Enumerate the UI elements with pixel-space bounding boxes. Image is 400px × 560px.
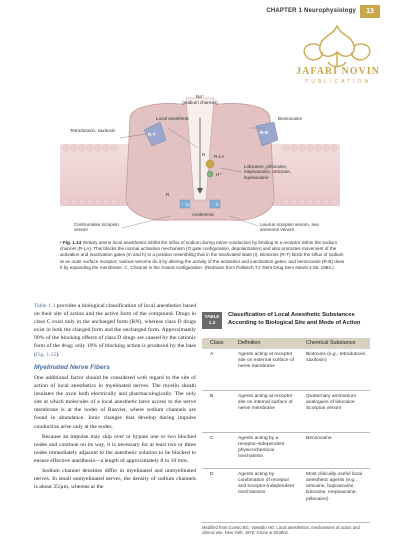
rla-label: R-LA [214, 154, 225, 159]
row-substance: Quaternary ammonium analogues of lidocaine Scorpion venom [306, 394, 357, 412]
body-column [34, 302, 196, 493]
row-class: C [210, 436, 214, 441]
rt-label: R-T [148, 132, 156, 137]
table-title: Classification of Local Anesthetic Substances According to Biological Site and Mode of Action [228, 312, 361, 326]
publisher-subtitle: PUBLICATION [305, 79, 371, 85]
caption-text: Tertiary amine local anesthetics inhibit the influx of sodium during nerve conduction by binding to a receptor within the sodium channel (R-LA). This blocks the normal activation mechanism (O gate configuration, depolarization) and also promotes movement of the activation and inactivation gates (m and h) to a position resembling that in the inactivated state (I). Biotoxins (R-T) block the influx of sodium at an outer surface receptor; various venoms do it by altering the activity of the activation and inactivation gates; and benzocaine (R-B) does it by expanding the membrane. C, Channel in the closed configuration. (Redrawn from Pallasch TJ: Dent Drug Serv Newsl 4:25, 1983.) [60, 240, 345, 270]
na-label: Na⁺ [195, 94, 205, 99]
row-definition: Agents acting at receptor site on internal surface of nerve membrane [238, 394, 293, 412]
figure-caption [60, 240, 345, 271]
sodium-channel-label: (sodium channel) [182, 100, 218, 105]
local-anesthetic-molecule [206, 160, 214, 168]
paragraph-1-text-b: ). [56, 351, 60, 358]
paragraph-3: Because an impulse may skip over or bypass one or two blocked nodes and continue on its way, it is necessary for at least two or three nodes immediately adjacent to the anesthetic solution to be blocked to ensure effective anesthesia—a length of approximately 8 to 10 mm. [34, 433, 196, 464]
row-definition: Agents acting by combination of receptor and receptor-independent mechanisms [238, 472, 295, 496]
page-number: 13 [360, 5, 380, 18]
h-label: h [216, 202, 219, 207]
table-footnote: Modified from Covino BG, Vassallo HG: Local anesthetics: mechanisms of action and clinical use, New York, 1976, Grune & Stratton. [202, 525, 360, 536]
benzocaine-label: Benzocaine [278, 116, 303, 121]
paragraph-1-text-a: provides a biological classification of local anesthetics based on their site of action and the active form of the compound. Drugs in class C exist only in the uncharged form (RN), whereas class D drugs exist in both the charged form and the uncharged form. Approximately 90% of the blocking effects of class D drugs are caused by the cationic form of the drug; only 10% of blocking action is produced by the base ( [34, 303, 196, 358]
paragraph-4: Sodium channel densities differ in myelinated and unmyelinated nerves. In small unmyelinated nerves, the density of sodium channels is about 35/μm, whereas at the [34, 468, 196, 491]
table-header-row [202, 338, 370, 349]
h-plus-label: H⁺ [216, 172, 222, 177]
sodium-channel-figure [60, 88, 340, 238]
drug-list-label: Lidocaine, prilocaine, mepivacaine, articaine, bupivacaine [244, 164, 291, 180]
table-row [202, 433, 370, 469]
table-row [202, 349, 370, 391]
chapter-header: CHAPTER 1 Neurophysiology [266, 8, 356, 14]
caption-label: • Fig. 1.14 [60, 240, 82, 245]
header-chemical-substance: Chemical Substance [306, 340, 356, 346]
row-substance: Biotoxins (e.g., tetrodotoxin, saxitoxin) [306, 352, 367, 364]
row-definition: Agents acting at receptor site on external surface of nerve membrane [238, 352, 295, 370]
table-reference-link[interactable]: Table 1.3 [34, 303, 56, 309]
rb-label: R-B [260, 130, 269, 135]
row-substance: Most clinically useful local anesthetic agents (e.g., articaine, bupivacaine, lidocaine, mepivacaine, prilocaine) [306, 472, 362, 502]
header-class: Class [210, 340, 224, 346]
centruroides-label: Centruroides scorpion venom [74, 222, 119, 233]
table-row [202, 469, 370, 523]
axolemma-label: Axolemma [192, 212, 214, 217]
local-anesthetic-label: Local anesthetic [156, 116, 190, 121]
row-class: A [210, 352, 214, 357]
figure-reference-link[interactable]: Fig. 1.15 [35, 351, 57, 358]
m-label: m [186, 202, 190, 207]
publisher-name: JAFARI NOVIN [296, 66, 380, 77]
r-label: R [166, 192, 170, 197]
section-heading: Myelinated Nerve Fibers [34, 363, 110, 371]
row-definition: Agents acting by a receptor-independent physicochemical mechanism [238, 436, 285, 460]
row-class: B [210, 394, 214, 399]
publisher-logo-ornament [292, 22, 382, 70]
header-definition: Definition [238, 340, 261, 346]
row-class: D [210, 472, 214, 477]
n-label: N [202, 152, 206, 157]
table-badge: TABLE 1.3 [202, 312, 222, 329]
row-substance: Benzocaine [306, 436, 332, 441]
ttx-label: Tetrodotoxin, saxitoxin [70, 128, 116, 133]
table-row [202, 391, 370, 433]
receptor-site-marker [207, 171, 213, 177]
leiurus-label: Leiurus scorpion venom, sea anemone venom [260, 222, 319, 233]
paragraph-2: One additional factor should be considered with regard to the site of action of local anesthetics in myelinated nerves. The myelin sheath insulates the axon both electrically and pharmacologically. The only site at which molecules of a local anesthetic have access to the nerve membrane is at the nodes of Ranvier, where sodium channels are found in abundance. Ionic changes that develop during impulse conduction arise only at the nodes. [34, 375, 196, 430]
paragraph-1 [34, 302, 196, 359]
